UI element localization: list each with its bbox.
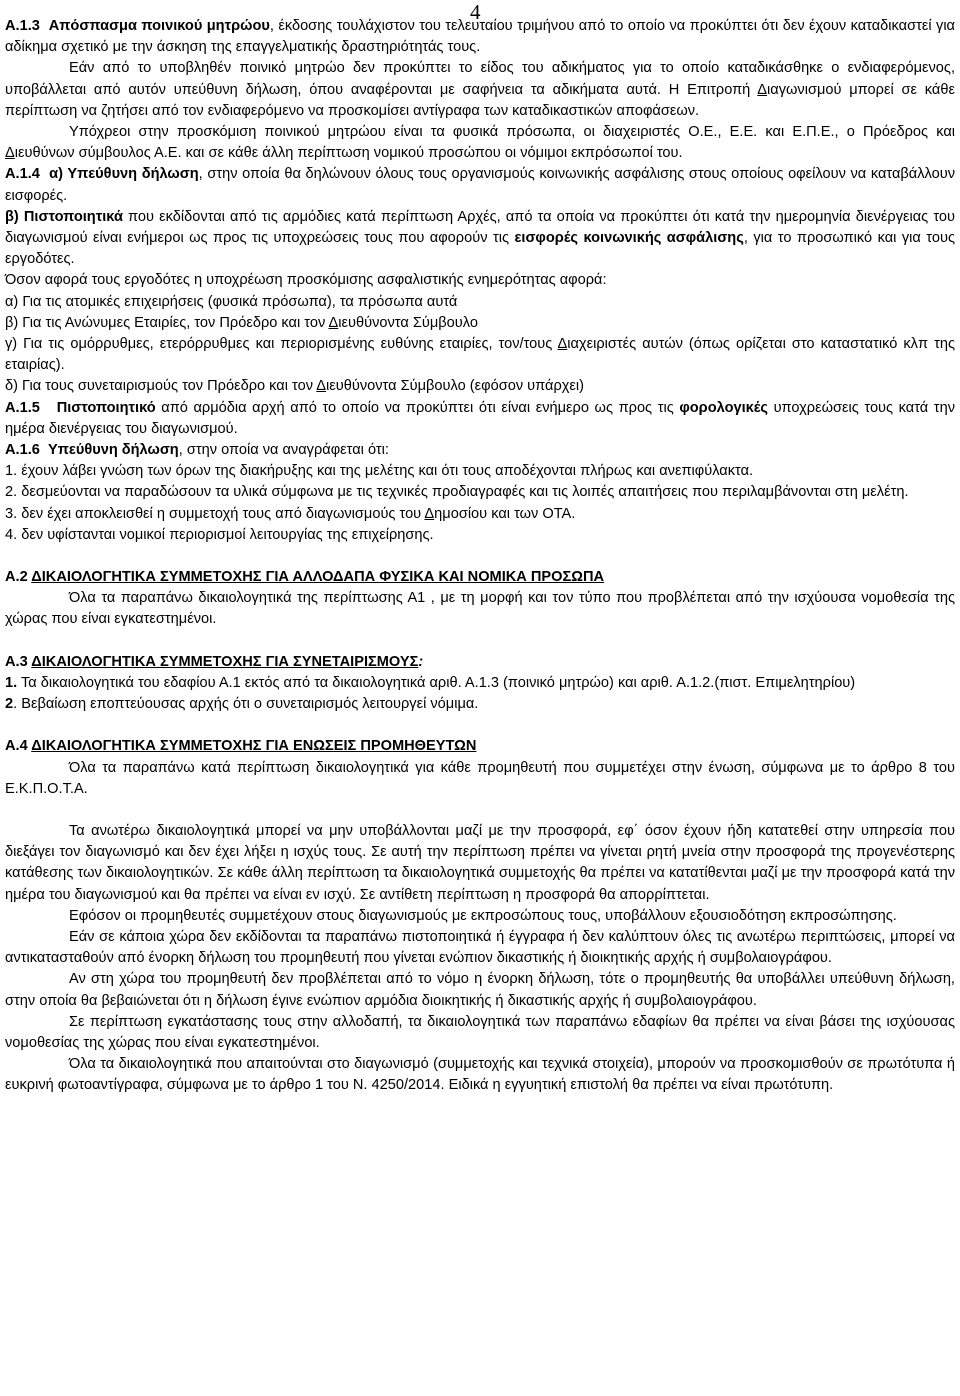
paragraph: Υπόχρεοι στην προσκόμιση ποινικού μητρώου είναι τα φυσικά πρόσωπα, οι διαχειριστές Ο.Ε., Ε.Ε. και Ε.Π.Ε., ο Πρόεδρος και Διευθύνων σύμβουλος Α.Ε. και σε κάθε άλλη περίπτωση νομικού προσώπου οι νόμιμοι εκπρόσωποί του.: [5, 124, 955, 162]
paragraph: Όλα τα παραπάνω δικαιολογητικά της περίπτωσης Α1 , με τη μορφή και τον τύπο που προβλέπεται από την ισχύουσα νομοθεσία της χώρας που είναι εγκατεστημένοι.: [5, 590, 955, 628]
section-label: Α.1.6: [5, 442, 40, 459]
list-item: 1. Τα δικαιολογητικά του εδαφίου Α.1 εκτός από τα δικαιολογητικά αριθ. Α.1.3 (ποινικό μητρώο) και αριθ. Α.1.2.(πιστ. Επιμελητηρίου): [5, 674, 856, 691]
section-a16: Α.1.6 Υπεύθυνη δήλωση, στην οποία να αναγράφεται ότι:: [5, 442, 389, 459]
section-a13-intro: Α.1.3 Απόσπασμα ποινικού μητρώου, έκδοσης τουλάχιστον του τελευταίου τριμήνου από το οποίο να προκύπτει ότι δεν έχουν καταδικαστεί για αδίκημα σχετικό με την άσκηση της επαγγελματικής δραστηριότητάς τους.: [5, 18, 955, 56]
paragraph: Όλα τα παραπάνω κατά περίπτωση δικαιολογητικά για κάθε προμηθευτή που συμμετέχει στην ένωση, σύμφωνα με το άρθρο 8 του Ε.Κ.Π.Ο.Τ.Α.: [5, 759, 955, 797]
section-a15: Α.1.5 Πιστοποιητικό από αρμόδια αρχή από το οποίο να προκύπτει ότι είναι ενήμερο ως προς τις φορολογικές υποχρεώσεις τους κατά την ημέρα διενέργειας του διαγωνισμού.: [5, 399, 955, 437]
list-item: 4. δεν υφίστανται νομικοί περιορισμοί λειτουργίας της επιχείρησης.: [5, 526, 434, 543]
list-item: γ) Για τις ομόρρυθμες, ετερόρρυθμες και περιορισμένης ευθύνης εταιρίες, τον/τους Διαχειριστές αυτών (όπως ορίζεται στο καταστατικό κλπ της εταιρίας).: [5, 336, 955, 374]
list-item: β) Για τις Ανώνυμες Εταιρίες, τον Πρόεδρο και τον Διευθύνοντα Σύμβουλο: [5, 314, 478, 331]
section-a14: Α.1.4 α) Υπεύθυνη δήλωση, στην οποία θα δηλώνουν όλους τους οργανισμούς κοινωνικής ασφάλισης στους οποίους οφείλουν να καταβάλλουν εισφορές.: [5, 166, 956, 204]
paragraph: Αν στη χώρα του προμηθευτή δεν προβλέπεται από το νόμο η ένορκη δήλωση, τότε ο προμηθευτής θα υποβάλλει υπεύθυνη δήλωση, στην οποία θα βεβαιώνεται ότι η δήλωση έγινε ενώπιον αρμόδια διοικητικής ή δικαστικής αρχής ή συμβολαιογράφου.: [5, 971, 955, 1009]
spacer: [5, 631, 955, 652]
list-item: 3. δεν έχει αποκλεισθεί η συμμετοχή τους από διαγωνισμούς του Δημοσίου και των ΟΤΑ.: [5, 505, 576, 522]
list-item: 2. δεσμεύονται να παραδώσουν τα υλικά σύμφωνα με τις τεχνικές προδιαγραφές και τις λοιπές απαιτήσεις που περιλαμβάνονται στη μελέτη.: [5, 484, 909, 501]
paragraph: Εάν σε κάποια χώρα δεν εκδίδονται τα παραπάνω πιστοποιητικά ή έγγραφα ή δεν καλύπτουν όλες τις ανωτέρω περιπτώσεις, μπορεί να αντικατασταθούν από ένορκη δήλωση του προμηθευτή που γίνεται ενώπιον δικαστικής ή διοικητικής αρχής ή συμβολαιογράφου.: [5, 928, 955, 967]
spacer: [5, 546, 955, 567]
list-item: 1. έχουν λάβει γνώση των όρων της διακήρυξης και της μελέτης και ότι τους αποδέχονται πλήρως και ανεπιφύλακτα.: [5, 463, 754, 480]
section-a4-heading: Α.4 ΔΙΚΑΙΟΛΟΓΗΤΙΚΑ ΣΥΜΜΕΤΟΧΗΣ ΓΙΑ ΕΝΩΣΕΙΣ ΠΡΟΜΗΘΕΥΤΩΝ: [5, 738, 477, 755]
list-item: δ) Για τους συνεταιρισμούς τον Πρόεδρο και τον Διευθύνοντα Σύμβουλο (εφόσον υπάρχει): [5, 378, 585, 395]
page-number: 4: [470, 0, 481, 24]
list-item: α) Για τις ατομικές επιχειρήσεις (φυσικά πρόσωπα), τα πρόσωπα αυτά: [5, 293, 458, 310]
section-title: Απόσπασμα ποινικού μητρώου: [48, 18, 270, 34]
section-label: Α.1.5: [5, 399, 40, 416]
paragraph: Όλα τα δικαιολογητικά που απαιτούνται στο διαγωνισμό (συμμετοχής και τεχνικά στοιχεία), μπορούν να προσκομισθούν σε πρωτότυπα ή ευκρινή φωτοαντίγραφα, σύμφωνα με το άρθρο 1 του Ν. 4250/2014. Ειδικά η εγγυητική επιστολή θα πρέπει να είναι πρωτότυπη.: [5, 1056, 955, 1094]
paragraph: Σε περίπτωση εγκατάστασης τους στην αλλοδαπή, τα δικαιολογητικά των παραπάνω εδαφίων θα πρέπει να είναι βάσει της ισχύουσας νομοθεσίας της χώρας που είναι εγκατεστημένοι.: [5, 1013, 955, 1051]
document-body: [5, 16, 955, 1097]
spacer: [5, 800, 955, 821]
list-item: 2. Βεβαίωση εποπτεύουσας αρχής ότι ο συνεταιρισμός λειτουργεί νόμιμα.: [5, 696, 479, 713]
section-label: Α.1.4: [5, 166, 40, 183]
section-label: Α.1.3: [5, 18, 40, 34]
section-a2-heading: Α.2 ΔΙΚΑΙΟΛΟΓΗΤΙΚΑ ΣΥΜΜΕΤΟΧΗΣ ΓΙΑ ΑΛΛΟΔΑΠΑ ΦΥΣΙΚΑ ΚΑΙ ΝΟΜΙΚΑ ΠΡΟΣΩΠΑ: [5, 569, 605, 586]
paragraph: Τα ανωτέρω δικαιολογητικά μπορεί να μην υποβάλλονται μαζί με την προσφορά, εφ΄ όσον έχουν ήδη κατατεθεί στην υπηρεσία που διεξάγει τον διαγωνισμό και δεν έχει λήξει η ισχύς τους. Σε αυτή την περίπτωση πρέπει να γίνεται ρητή μνεία στην προσφορά της προγενέστερης κατάθεσης των δικαιολογητικών. Σε κάθε άλλη περίπτωση τα δικαιολογητικά συμμετοχής θα πρέπει να κατατίθενται μαζί με την προσφορά κατά την ημέρα του διαγωνισμού και θα πρέπει να είναι εν ισχύ. Σε αντίθετη περίπτωση η προσφορά θα απορρίπτεται.: [5, 822, 955, 903]
paragraph: Όσον αφορά τους εργοδότες η υποχρέωση προσκόμισης ασφαλιστικής ενημερότητας αφορά:: [5, 272, 607, 289]
spacer: [5, 715, 955, 736]
paragraph: Εάν από το υποβληθέν ποινικό μητρώο δεν προκύπτει το είδος του αδικήματος για το οποίο καταδικάσθηκε ο ενδιαφερόμενος, υποβάλλεται από αυτόν υπεύθυνη δήλωση, όπου αναφέρονται με σαφήνεια τα αδικήματα αυτά. Η Επιτροπή Διαγωνισμού μπορεί σε κάθε περίπτωση να ζητήσει από τον ενδιαφερόμενο να προσκομίσει αντίγραφα των καταδικαστικών αποφάσεων.: [5, 60, 955, 119]
paragraph: Εφόσον οι προμηθευτές συμμετέχουν στους διαγωνισμούς με εκπροσώπους τους, υποβάλλουν εξουσιοδότηση εκπροσώπησης.: [69, 907, 897, 924]
section-a3-heading: Α.3 ΔΙΚΑΙΟΛΟΓΗΤΙΚΑ ΣΥΜΜΕΤΟΧΗΣ ΓΙΑ ΣΥΝΕΤΑΙΡΙΣΜΟΥΣ:: [5, 653, 424, 670]
paragraph: β) Πιστοποιητικά που εκδίδονται από τις αρμόδιες κατά περίπτωση Αρχές, από τα οποία να προκύπτει ότι κατά την ημερομηνία διενέργειας του διαγωνισμού είναι ενήμεροι ως προς τις υποχρεώσεις τους που αφορούν τις εισφορές κοινωνικής ασφάλισης, για το προσωπικό και για τους εργοδότες.: [5, 208, 955, 268]
